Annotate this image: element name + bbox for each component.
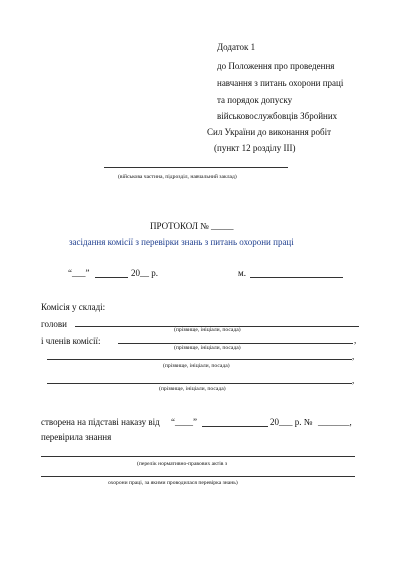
comma: , xyxy=(352,351,355,361)
date-year: 20__ р. xyxy=(131,268,158,278)
date-day: “___” xyxy=(68,268,90,278)
chair-label: голови xyxy=(41,319,67,329)
members-hint-2: (прізвище, ініціали, посада) xyxy=(163,363,230,369)
commission-heading: Комісія у складі: xyxy=(41,302,106,312)
chair-hint: (прізвище, ініціали, посада) xyxy=(174,327,241,333)
appendix-line: до Положення про проведення xyxy=(217,61,335,71)
members-label: і членів комісії: xyxy=(41,336,101,346)
members-line-1[interactable] xyxy=(118,343,353,344)
unit-line[interactable] xyxy=(104,167,288,168)
acts-line-2[interactable] xyxy=(41,476,355,477)
protocol-title: ПРОТОКОЛ № _____ xyxy=(150,221,234,231)
appendix-line: Додаток 1 xyxy=(217,42,256,52)
members-line-3[interactable] xyxy=(47,383,352,384)
acts-line-1[interactable] xyxy=(41,456,355,457)
appendix-line: (пункт 12 розділу ІІІ) xyxy=(214,143,296,153)
order-month-line[interactable] xyxy=(202,426,268,427)
order-prefix: створена на підставі наказу від xyxy=(41,417,160,427)
members-line-2[interactable] xyxy=(47,359,352,360)
order-year: 20___ р. № xyxy=(270,417,313,427)
checked-label: перевірила знання xyxy=(41,432,112,442)
order-day: “____” xyxy=(171,417,197,427)
place-label: м. xyxy=(238,268,246,278)
order-number: _______, xyxy=(318,417,352,427)
appendix-line: Сил України до виконання робіт xyxy=(207,127,332,137)
appendix-line: навчання з питань охорони праці xyxy=(217,78,344,88)
acts-hint-2: охорони праці, за якими проводилася перевірка знань) xyxy=(108,480,238,486)
date-month-line[interactable] xyxy=(95,277,128,278)
members-hint-3: (прізвище, ініціали, посада) xyxy=(159,386,226,392)
comma: , xyxy=(354,335,357,345)
members-hint-1: (прізвище, ініціали, посада) xyxy=(174,345,241,351)
appendix-line: військовослужбовців Збройних xyxy=(217,111,338,121)
place-line[interactable] xyxy=(250,277,343,278)
acts-hint-1: (перелік нормативно-правових актів з xyxy=(137,461,228,467)
appendix-line: та порядок допуску xyxy=(217,95,293,105)
comma: , xyxy=(352,375,355,385)
protocol-subtitle: засідання комісії з перевірки знань з питань охорони праці xyxy=(69,237,294,247)
unit-hint: (військова частина, підрозділ, навчальний заклад) xyxy=(118,174,237,180)
